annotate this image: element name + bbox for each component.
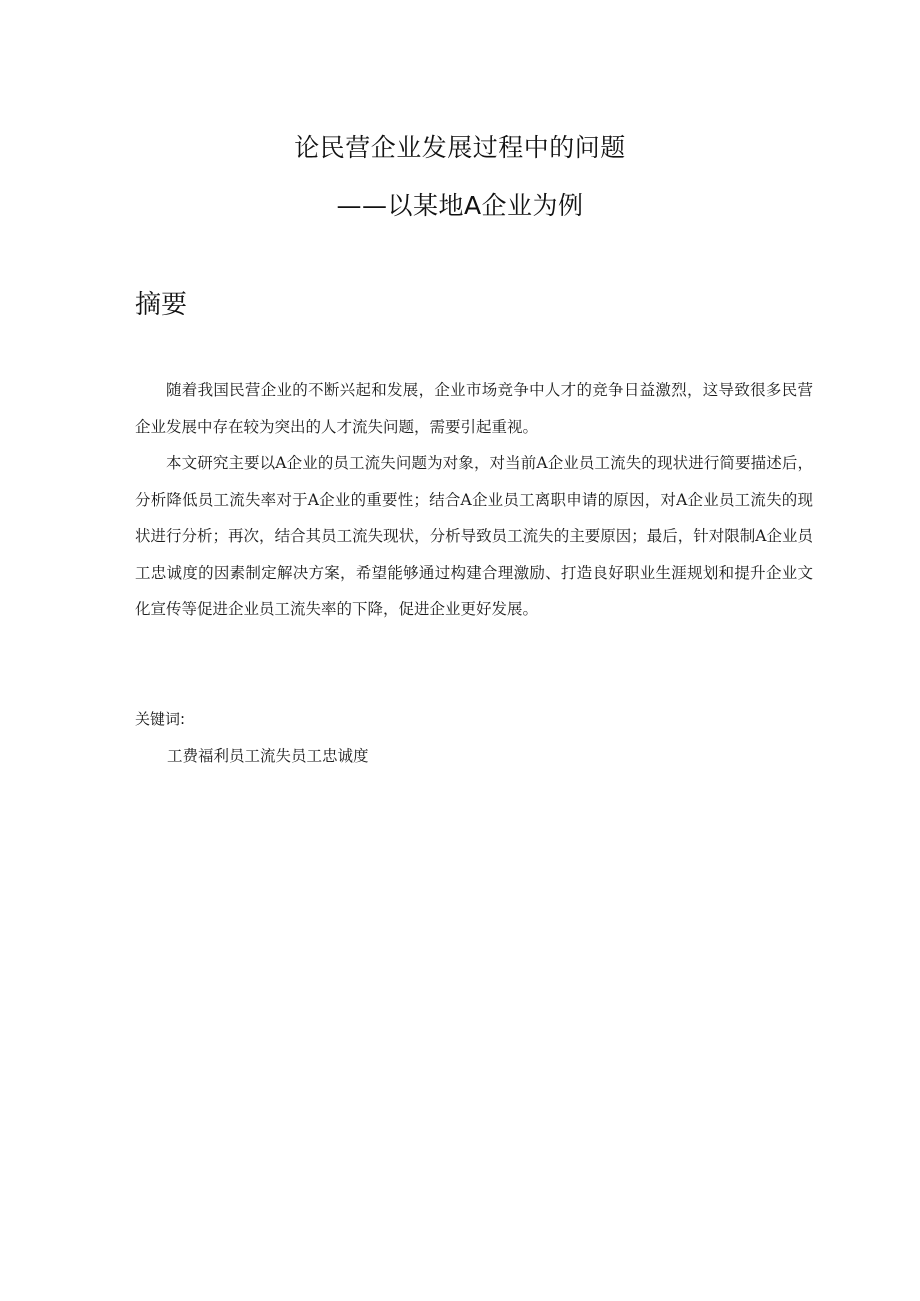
abstract-body [135,372,813,628]
abstract-paragraph: 随着我国民营企业的不断兴起和发展，企业市场竞争中人才的竞争日益激烈，这导致很多民营企业发展中存在较为突出的人才流失问题，需要引起重视。 [135,381,813,436]
abstract-heading: 摘要 [135,290,188,320]
keywords-value: 工费福利员工流失员工忠诚度 [167,747,369,765]
abstract-paragraph: 本文研究主要以A企业的员工流失问题为对象，对当前A企业员工流失的现状进行简要描述后，分析降低员工流失率对于A企业的重要性；结合A企业员工离职申请的原因，对A企业员工流失的现状进行分析；再次，结合其员工流失现状，分析导致员工流失的主要原因；最后，针对限制A企业员工忠诚度的因素制定解决方案，希望能够通过构建合理激励、打造良好职业生涯规划和提升企业文化宣传等促进企业员工流失率的下降，促进企业更好发展。 [135,454,813,618]
document-subtitle: ——以某地A企业为例 [336,191,584,220]
keywords-label: 关键词: [135,710,186,728]
document-title: 论民营企业发展过程中的问题 [294,133,626,162]
